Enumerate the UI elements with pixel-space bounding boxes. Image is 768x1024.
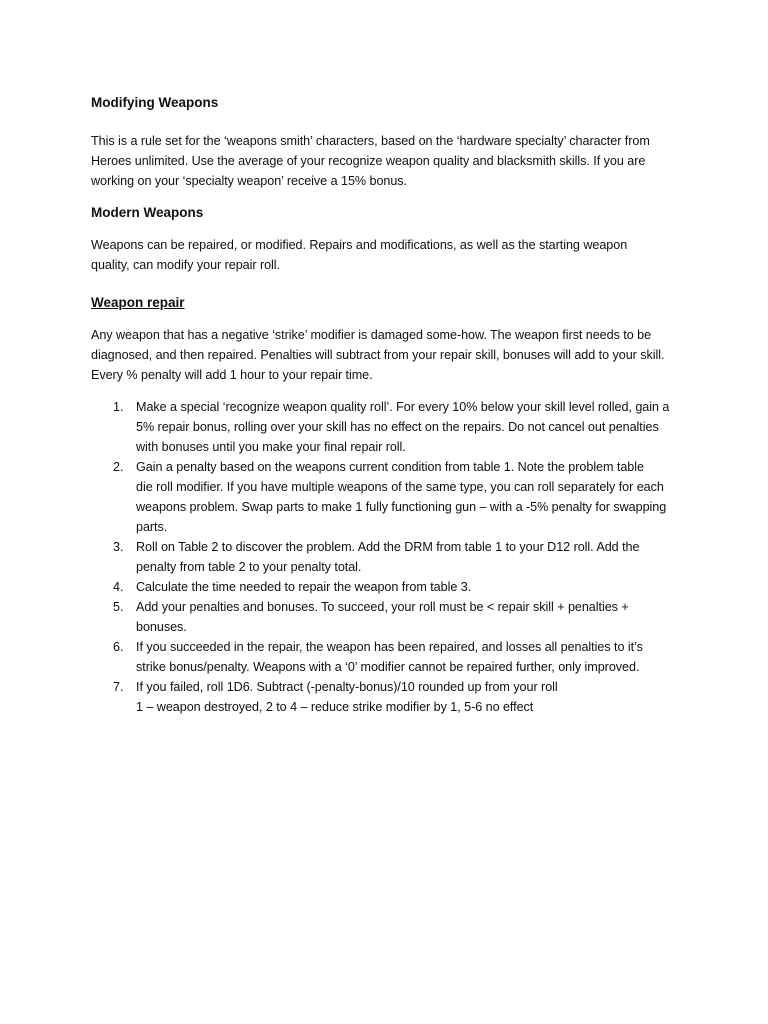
list-item [91,637,691,677]
modern-weapons-heading: Modern Weapons [91,205,204,220]
step-line: parts. [136,520,168,534]
list-item [91,397,691,457]
intro-line: This is a rule set for the ‘weapons smith’ characters, based on the ‘hardware specialty’ character from [91,134,650,148]
step-line: If you failed, roll 1D6. Subtract (-penalty-bonus)/10 rounded up from your roll [136,680,558,694]
intro-line: Heroes unlimited. Use the average of your recognize weapon quality and blacksmith skills. If you are [91,154,646,168]
step-line: 5% repair bonus, rolling over your skill has no effect on the repairs. Do not cancel out penalties [136,420,659,434]
step-line: with bonuses until you make your final repair roll. [136,440,406,454]
intro-line: working on your ‘specialty weapon’ receive a 15% bonus. [91,174,408,188]
list-item [91,537,691,577]
step-number: 4. [113,580,124,594]
list-item [91,677,691,717]
step-line: bonuses. [136,620,187,634]
list-item [91,597,691,637]
modern-line: Weapons can be repaired, or modified. Repairs and modifications, as well as the starting weapon [91,238,628,252]
step-line: Gain a penalty based on the weapons current condition from table 1. Note the problem table [136,460,644,474]
step-line: die roll modifier. If you have multiple weapons of the same type, you can roll separately for each [136,480,664,494]
repair-line: Any weapon that has a negative ‘strike’ modifier is damaged some-how. The weapon first needs to be [91,328,652,342]
step-number: 3. [113,540,124,554]
step-line: strike bonus/penalty. Weapons with a ‘0’ modifier cannot be repaired further, only improved. [136,660,640,674]
weapon-repair-paragraph [91,325,691,385]
step-line: weapons problem. Swap parts to make 1 fully functioning gun – with a -5% penalty for swapping [136,500,667,514]
step-number: 6. [113,640,124,654]
step-number: 1. [113,400,124,414]
repair-steps-list [91,397,691,717]
document-page [91,93,691,717]
step-line: 1 – weapon destroyed, 2 to 4 – reduce strike modifier by 1, 5-6 no effect [136,700,534,714]
step-line: Make a special ‘recognize weapon quality roll’. For every 10% below your skill level rolled, gain a [136,400,670,414]
step-line: Add your penalties and bonuses. To succeed, your roll must be < repair skill + penalties + [136,600,629,614]
repair-line: Every % penalty will add 1 hour to your repair time. [91,368,373,382]
step-number: 5. [113,600,124,614]
modern-weapons-paragraph [91,235,691,275]
doc-title: Modifying Weapons [91,95,219,110]
intro-paragraph [91,131,691,191]
step-number: 2. [113,460,124,474]
step-line: Roll on Table 2 to discover the problem. Add the DRM from table 1 to your D12 roll. Add the [136,540,640,554]
step-line: If you succeeded in the repair, the weapon has been repaired, and losses all penalties to it’s [136,640,643,654]
step-line: Calculate the time needed to repair the weapon from table 3. [136,580,472,594]
step-number: 7. [113,680,124,694]
modern-line: quality, can modify your repair roll. [91,258,280,272]
list-item [91,457,691,537]
list-item [91,577,691,597]
step-line: penalty from table 2 to your penalty total. [136,560,362,574]
weapon-repair-heading: Weapon repair [91,295,185,310]
repair-line: diagnosed, and then repaired. Penalties will subtract from your repair skill, bonuses will add to your skill. [91,348,665,362]
